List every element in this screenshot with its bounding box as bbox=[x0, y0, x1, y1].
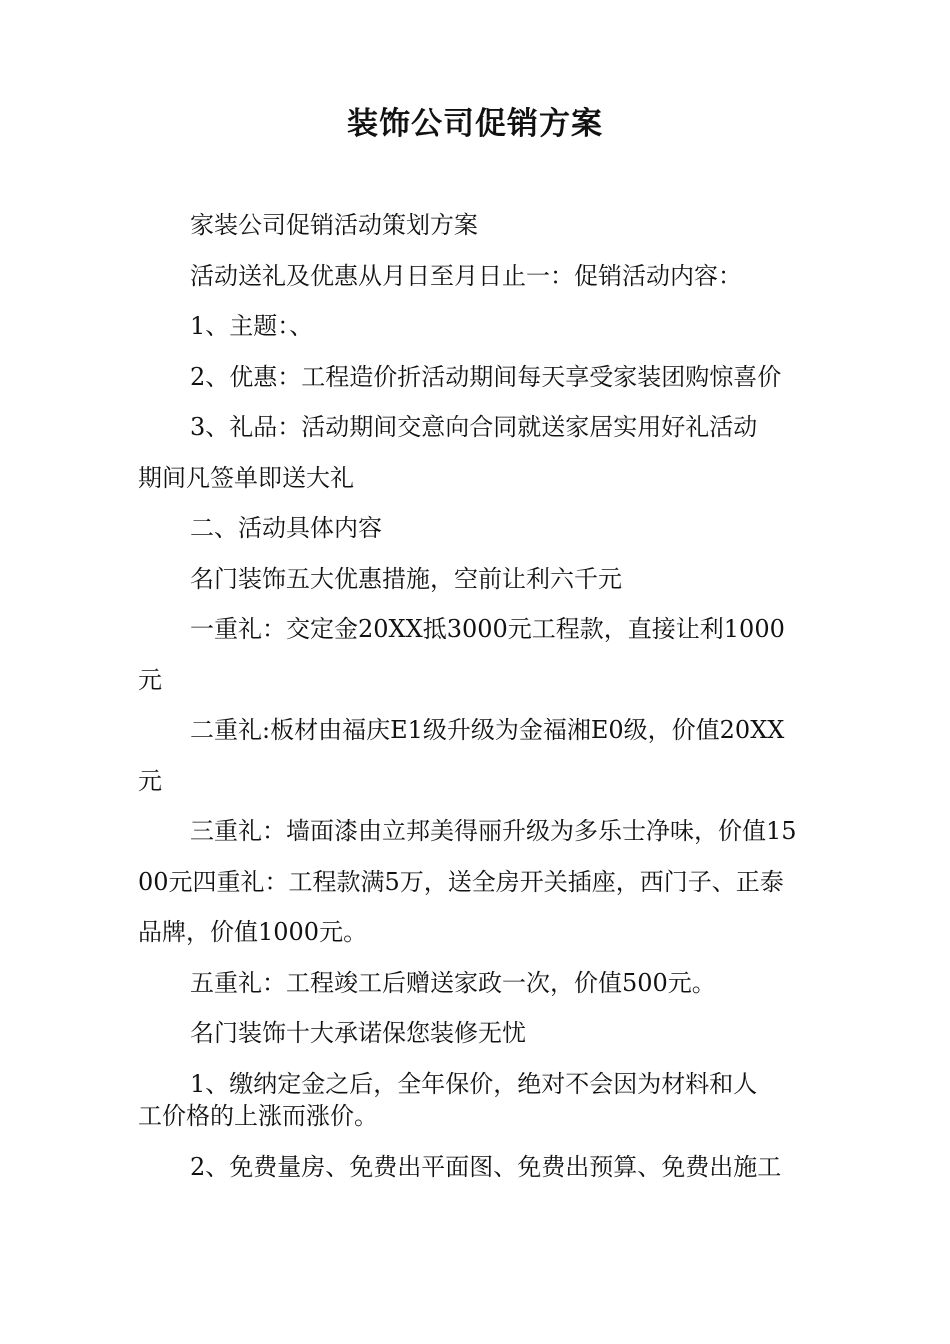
document-body bbox=[138, 200, 838, 1192]
paragraph-line: 三重礼：墙面漆由立邦美得丽升级为多乐士净味，价值15 bbox=[190, 817, 797, 845]
paragraph-line: 2、免费量房、免费出平面图、免费出预算、免费出施工 bbox=[190, 1152, 782, 1181]
paragraph-line: 活动送礼及优惠从月日至月日止一：促销活动内容： bbox=[190, 261, 742, 290]
paragraph bbox=[138, 251, 838, 302]
document-title: 装饰公司促销方案 bbox=[347, 106, 603, 142]
paragraph bbox=[138, 1142, 838, 1193]
paragraph bbox=[138, 1059, 838, 1142]
paragraph-line: 名门装饰十大承诺保您装修无忧 bbox=[190, 1019, 526, 1047]
paragraph-line: 二、活动具体内容 bbox=[190, 514, 382, 542]
paragraph bbox=[138, 604, 838, 705]
paragraph bbox=[138, 554, 838, 605]
paragraph bbox=[138, 705, 838, 806]
paragraph-line: 元 bbox=[138, 766, 162, 795]
paragraph bbox=[138, 958, 838, 1009]
paragraph-line: 1、主题：、 bbox=[190, 312, 314, 340]
paragraph-line: 3、礼品：活动期间交意向合同就送家居实用好礼活动 bbox=[190, 413, 758, 441]
paragraph-line: 五重礼：工程竣工后赠送家政一次，价值500元。 bbox=[190, 968, 716, 997]
paragraph-line: 二重礼:板材由福庆E1级升级为金福湘E0级，价值20XX bbox=[190, 716, 785, 744]
paragraph-line: 元 bbox=[138, 665, 162, 694]
paragraph-line: 工价格的上涨而涨价。 bbox=[138, 1102, 378, 1130]
paragraph-line: 品牌，价值1000元。 bbox=[138, 918, 368, 946]
paragraph-line: 1、缴纳定金之后，全年保价，绝对不会因为材料和人 bbox=[190, 1069, 758, 1098]
paragraph bbox=[138, 352, 838, 403]
paragraph bbox=[138, 1008, 838, 1059]
paragraph bbox=[138, 503, 838, 554]
paragraph bbox=[138, 806, 838, 958]
paragraph bbox=[138, 402, 838, 503]
paragraph-line: 一重礼：交定金20XX抵3000元工程款，直接让利1000 bbox=[190, 615, 785, 643]
paragraph-line: 名门装饰五大优惠措施，空前让利六千元 bbox=[190, 564, 622, 593]
paragraph-line: 家装公司促销活动策划方案 bbox=[190, 211, 478, 239]
paragraph-line: 期间凡签单即送大礼 bbox=[138, 463, 354, 492]
paragraph-line: 00元四重礼：工程款满5万，送全房开关插座，西门子、正泰 bbox=[138, 867, 784, 896]
paragraph-line: 2、优惠：工程造价折活动期间每天享受家装团购惊喜价 bbox=[190, 362, 782, 391]
paragraph bbox=[138, 301, 838, 352]
paragraph bbox=[138, 200, 838, 251]
